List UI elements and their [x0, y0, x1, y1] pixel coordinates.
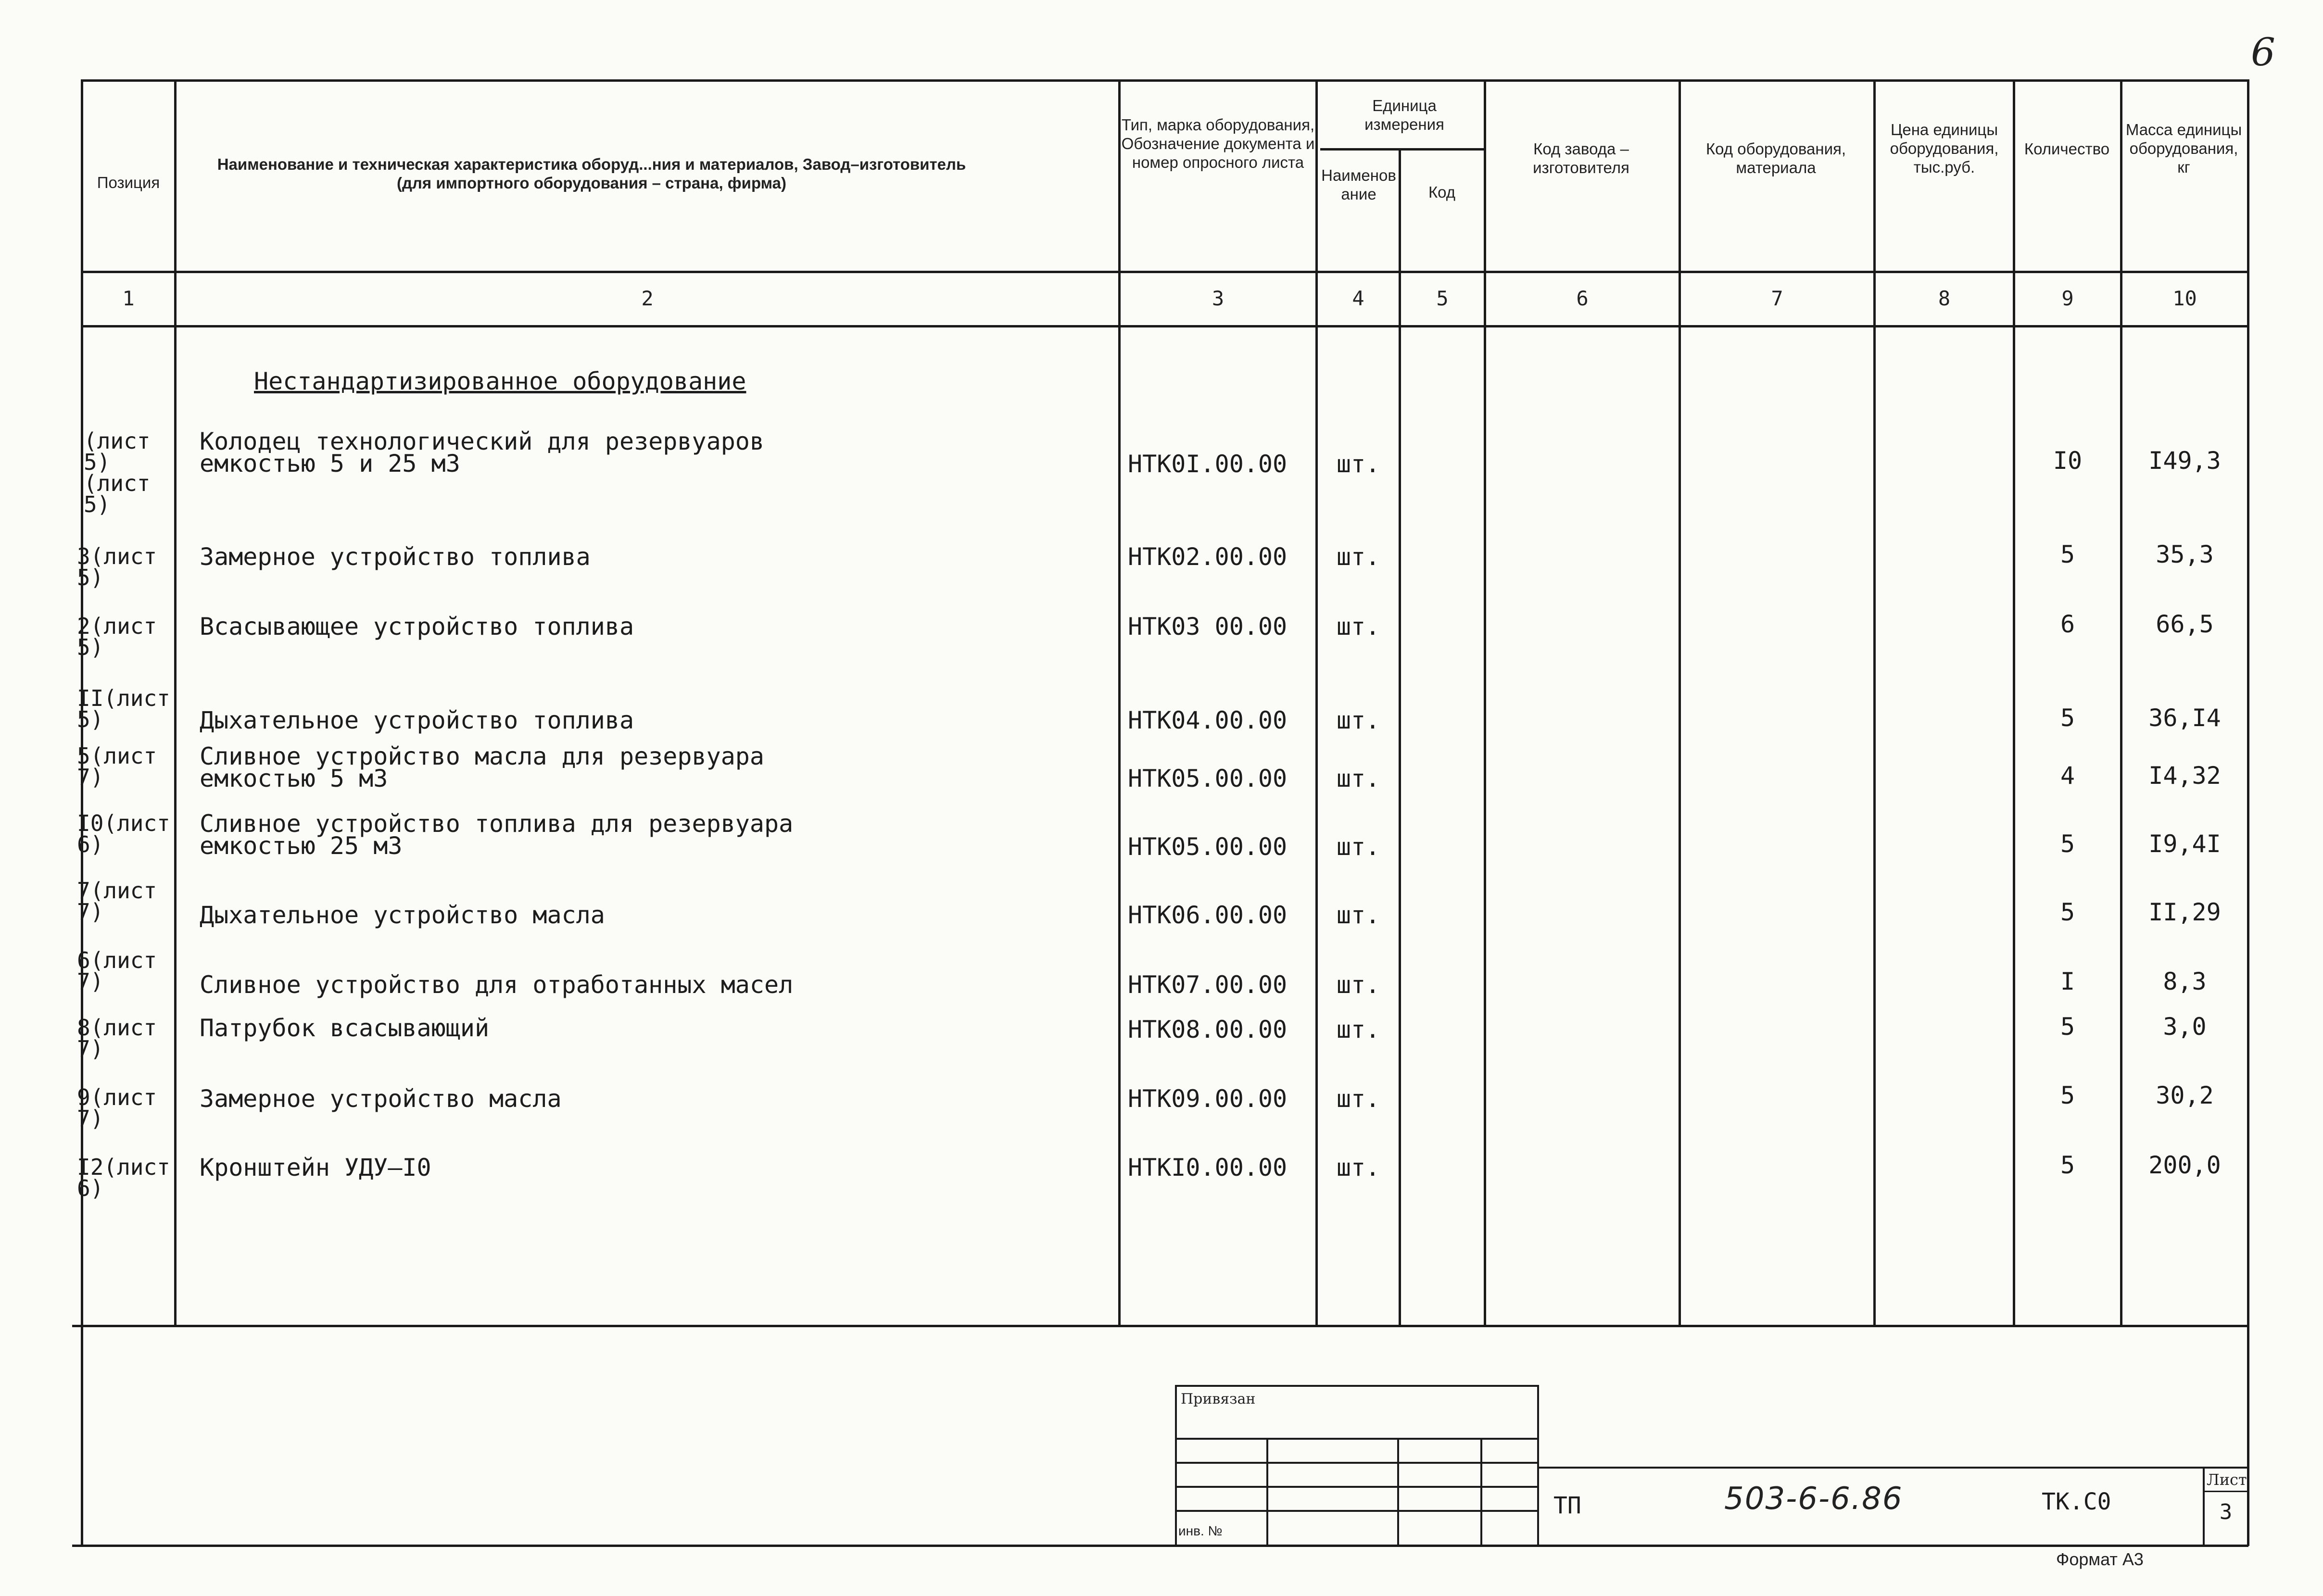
sheet-number: 3: [2219, 1500, 2233, 1524]
row-quantity: 5: [2060, 898, 2075, 926]
row-name: Замерное устройство топлива: [200, 543, 591, 571]
row-mass: 36,I4: [2148, 704, 2221, 732]
row-type: НТК0I.00.00: [1128, 450, 1288, 478]
row-mass: I9,4I: [2148, 830, 2221, 858]
row-position: 5(лист 7): [77, 743, 157, 790]
row-quantity: 5: [2060, 704, 2075, 732]
header-unit-name: Наименование: [1321, 166, 1396, 203]
col-number: 10: [2172, 287, 2197, 310]
col-number: 4: [1352, 287, 1364, 310]
row-unit: шт.: [1336, 543, 1380, 571]
row-name: Сливное устройство для отработанных масел: [200, 971, 794, 999]
row-mass: I4,32: [2148, 762, 2221, 790]
row-quantity: 6: [2060, 610, 2075, 638]
row-type: НТК09.00.00: [1128, 1085, 1288, 1113]
row-mass: 66,5: [2156, 610, 2214, 638]
row-position: 7(лист 7): [77, 878, 157, 925]
col-number: 9: [2061, 287, 2074, 310]
row-mass: 30,2: [2156, 1081, 2214, 1109]
row-unit: шт.: [1336, 1016, 1380, 1043]
row-position: 9(лист 7): [77, 1084, 157, 1131]
row-quantity: 5: [2060, 1081, 2075, 1109]
row-mass: 8,3: [2163, 968, 2207, 995]
header-unit-group: Единица измерения: [1364, 97, 1444, 133]
row-mass: II,29: [2148, 898, 2221, 926]
row-position: 8(лист 7): [77, 1015, 157, 1062]
row-quantity: I: [2060, 968, 2075, 995]
stamp-code: ТК.С0: [2042, 1488, 2111, 1515]
sheet-mark: 6: [2251, 30, 2275, 75]
row-name: Сливное устройство топлива для резервуара емкостью 25 м3: [200, 810, 794, 860]
row-quantity: 4: [2060, 762, 2075, 790]
row-unit: шт.: [1336, 765, 1380, 792]
stamp-tp: ТП: [1553, 1492, 1581, 1519]
row-type: НТК06.00.00: [1128, 901, 1288, 929]
col-number: 7: [1771, 287, 1783, 310]
row-unit: шт.: [1336, 971, 1380, 999]
inventory-label: инв. №: [1178, 1523, 1223, 1538]
row-position: 3(лист 5): [77, 543, 157, 591]
col-number: 6: [1576, 287, 1589, 310]
header-quantity: Количество: [2024, 140, 2110, 158]
row-type: НТК08.00.00: [1128, 1016, 1288, 1043]
header-mass: Масса единицы оборудования, кг: [2125, 121, 2242, 176]
binding-label: Привязан: [1181, 1391, 1256, 1407]
row-name: Колодец технологический для резервуаров емкостью 5 и 25 м3: [200, 427, 764, 478]
row-mass: 35,3: [2156, 540, 2214, 568]
col-number: 8: [1938, 287, 1951, 310]
row-quantity: 5: [2060, 1151, 2075, 1179]
row-name: Замерное устройство масла: [200, 1085, 562, 1113]
row-position: I0(лист 6): [77, 810, 170, 857]
col-number: 1: [122, 287, 135, 310]
row-quantity: I0: [2053, 447, 2083, 475]
header-unit-code: Код: [1428, 183, 1456, 201]
row-position: 6(лист 7): [77, 947, 157, 994]
row-unit: шт.: [1336, 450, 1380, 478]
row-position: II(лист 5): [77, 685, 170, 732]
row-name: Всасывающее устройство топлива: [200, 613, 634, 641]
row-unit: шт.: [1336, 613, 1380, 641]
header-name: Наименование и техническая характеристика оборуд...ния и материалов, Завод–изготовитель (для импортного оборудования – страна, фирма): [217, 155, 966, 192]
row-name: Дыхательное устройство масла: [200, 901, 605, 929]
row-type: НТК07.00.00: [1128, 971, 1288, 999]
document-number: 503-6-6.86: [1724, 1481, 1903, 1517]
row-name: Кронштейн УДУ–I0: [200, 1154, 431, 1181]
row-name: Дыхательное устройство топлива: [200, 706, 634, 734]
row-position: (лист 5) (лист 5): [84, 428, 151, 517]
row-position: I2(лист 6): [77, 1154, 170, 1201]
col-number: 3: [1212, 287, 1225, 310]
row-mass: 3,0: [2163, 1013, 2207, 1041]
col-number: 2: [641, 287, 654, 310]
row-name: Сливное устройство масла для резервуара емкостью 5 м3: [200, 742, 764, 792]
header-price: Цена единицы оборудования, тыс.руб.: [1890, 121, 1999, 176]
row-type: НТК02.00.00: [1128, 543, 1288, 571]
header-maker-code: Код завода – изготовителя: [1533, 140, 1629, 176]
row-mass: I49,3: [2148, 447, 2221, 475]
col-number: 5: [1436, 287, 1449, 310]
row-position: 2(лист 5): [77, 613, 157, 660]
row-unit: шт.: [1336, 833, 1380, 861]
row-unit: шт.: [1336, 901, 1380, 929]
row-type: НТКI0.00.00: [1128, 1154, 1288, 1181]
row-type: НТК03 00.00: [1128, 613, 1288, 641]
row-type: НТК05.00.00: [1128, 833, 1288, 861]
row-quantity: 5: [2060, 1013, 2075, 1041]
row-quantity: 5: [2060, 540, 2075, 568]
header-type: Тип, марка оборудования, Обозначение документа и номер опросного листа: [1121, 116, 1315, 171]
row-unit: шт.: [1336, 706, 1380, 734]
row-quantity: 5: [2060, 830, 2075, 858]
row-mass: 200,0: [2148, 1151, 2221, 1179]
format-label: Формат А3: [2056, 1549, 2144, 1569]
row-unit: шт.: [1336, 1154, 1380, 1181]
row-type: НТК04.00.00: [1128, 706, 1288, 734]
row-name: Патрубок всасывающий: [200, 1014, 490, 1042]
header-equipment-code: Код оборудования, материала: [1705, 140, 1846, 176]
header-position: Позиция: [97, 174, 160, 191]
sheet-label: Лист: [2207, 1470, 2247, 1489]
row-type: НТК05.00.00: [1128, 765, 1288, 792]
section-title: Нестандартизированное оборудование: [254, 367, 746, 395]
row-unit: шт.: [1336, 1085, 1380, 1113]
